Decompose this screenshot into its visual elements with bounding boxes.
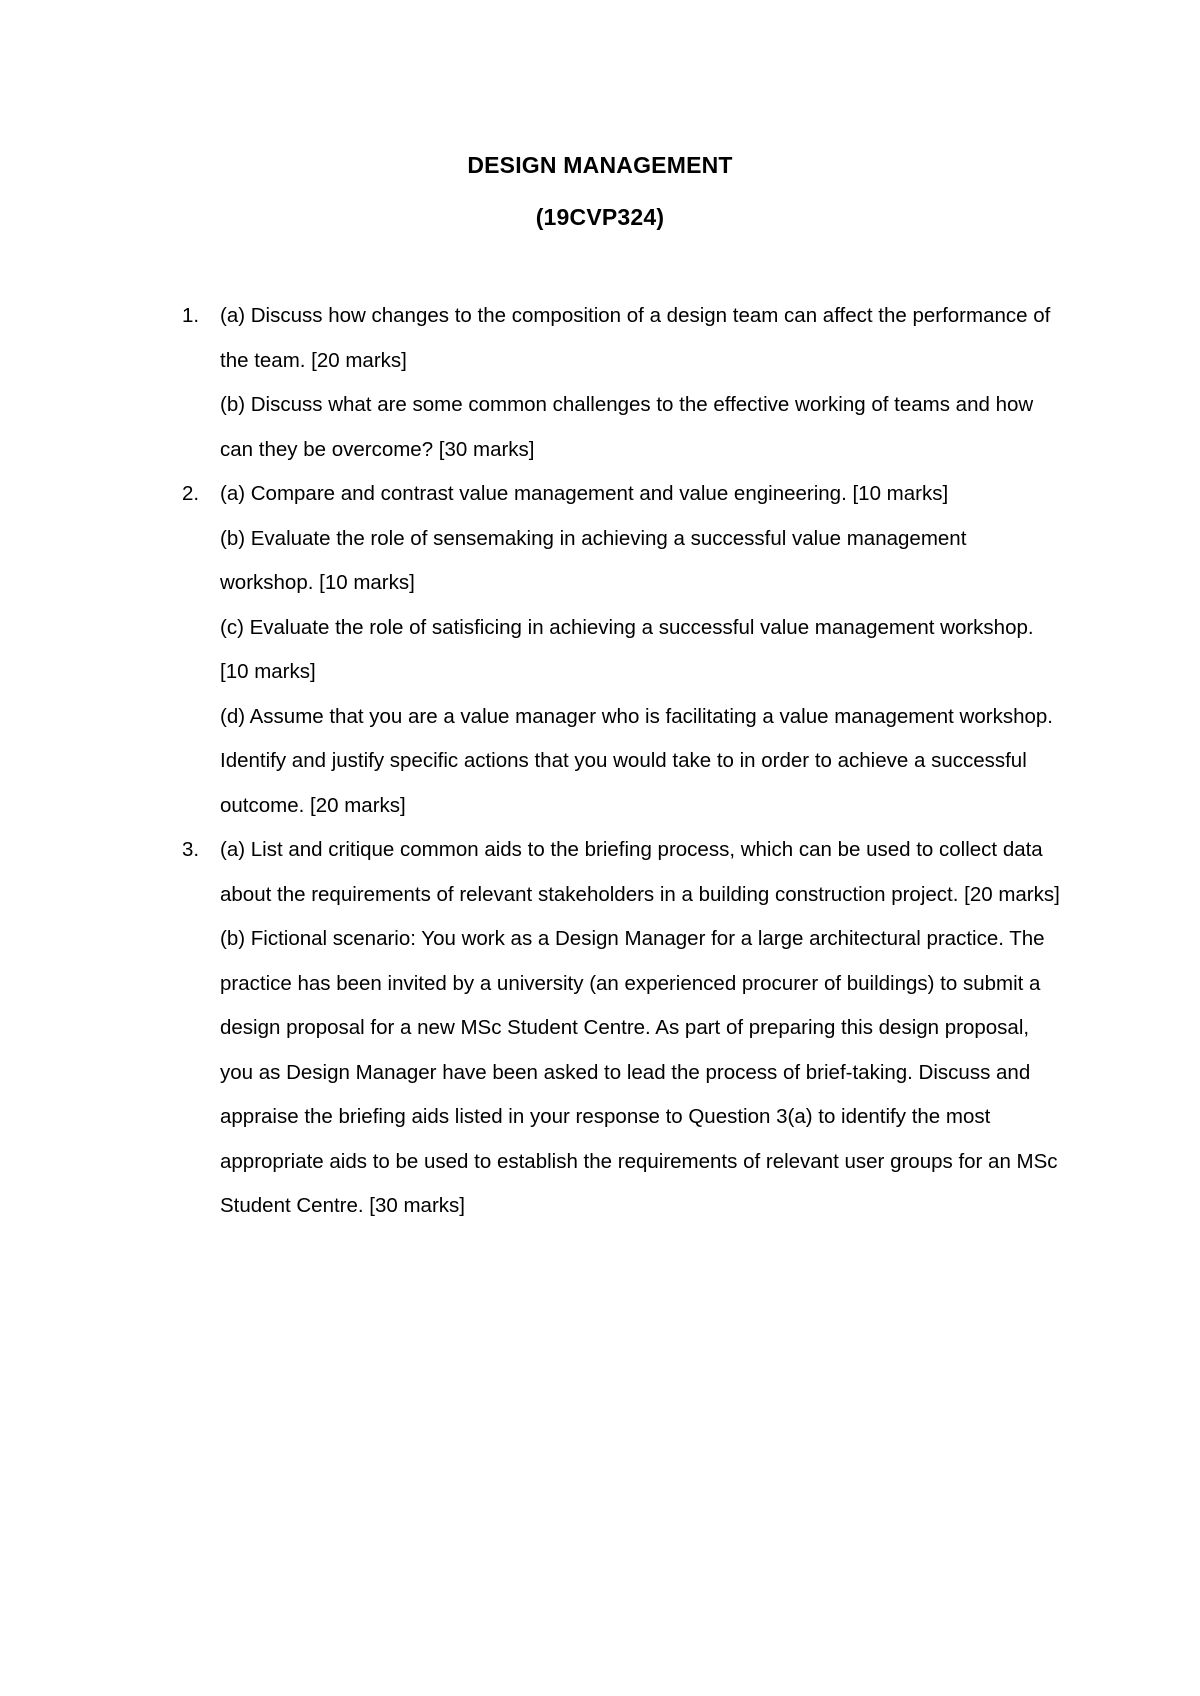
course-code: (19CVP324) <box>535 204 665 230</box>
question-3 <box>182 828 1062 1229</box>
question-number: 2. <box>182 482 200 505</box>
question-1-part-b: (b) Discuss what are some common challenges to the effective working of teams and how can they be overcome? [30 marks] <box>220 393 1034 461</box>
question-1 <box>182 294 1062 472</box>
question-2-part-b: (b) Evaluate the role of sensemaking in achieving a successful value management workshop. [10 marks] <box>220 526 967 594</box>
question-number: 3. <box>182 838 200 861</box>
question-3-part-a: (a) List and critique common aids to the briefing process, which can be used to collect data about the requirements of relevant stakeholders in a building construction project. [20 marks] <box>220 838 1060 906</box>
question-list <box>182 294 1062 1229</box>
question-2-part-a: (a) Compare and contrast value management and value engineering. [10 marks] <box>220 482 949 505</box>
document-title: DESIGN MANAGEMENT <box>467 152 733 178</box>
question-2-part-d: (d) Assume that you are a value manager who is facilitating a value management workshop. Identify and justify specific actions that you would take to in order to achieve a successful outcome. [20 marks] <box>220 704 1053 817</box>
question-2 <box>182 472 1062 828</box>
question-3-part-b: (b) Fictional scenario: You work as a Design Manager for a large architectural practice. The practice has been invited by a university (an experienced procurer of buildings) to submit a design proposal for a new MSc Student Centre. As part of preparing this design proposal, you as Design Manager have been asked to lead the process of brief-taking. Discuss and appraise the briefing aids listed in your response to Question 3(a) to identify the most appropriate aids to be used to establish the requirements of relevant user groups for an MSc Student Centre. [30 marks] <box>220 927 1058 1217</box>
question-number: 1. <box>182 304 200 327</box>
question-1-part-a: (a) Discuss how changes to the composition of a design team can affect the performance of the team. [20 marks] <box>220 304 1051 372</box>
question-2-part-c: (c) Evaluate the role of satisficing in achieving a successful value management workshop. [10 marks] <box>220 615 1034 683</box>
